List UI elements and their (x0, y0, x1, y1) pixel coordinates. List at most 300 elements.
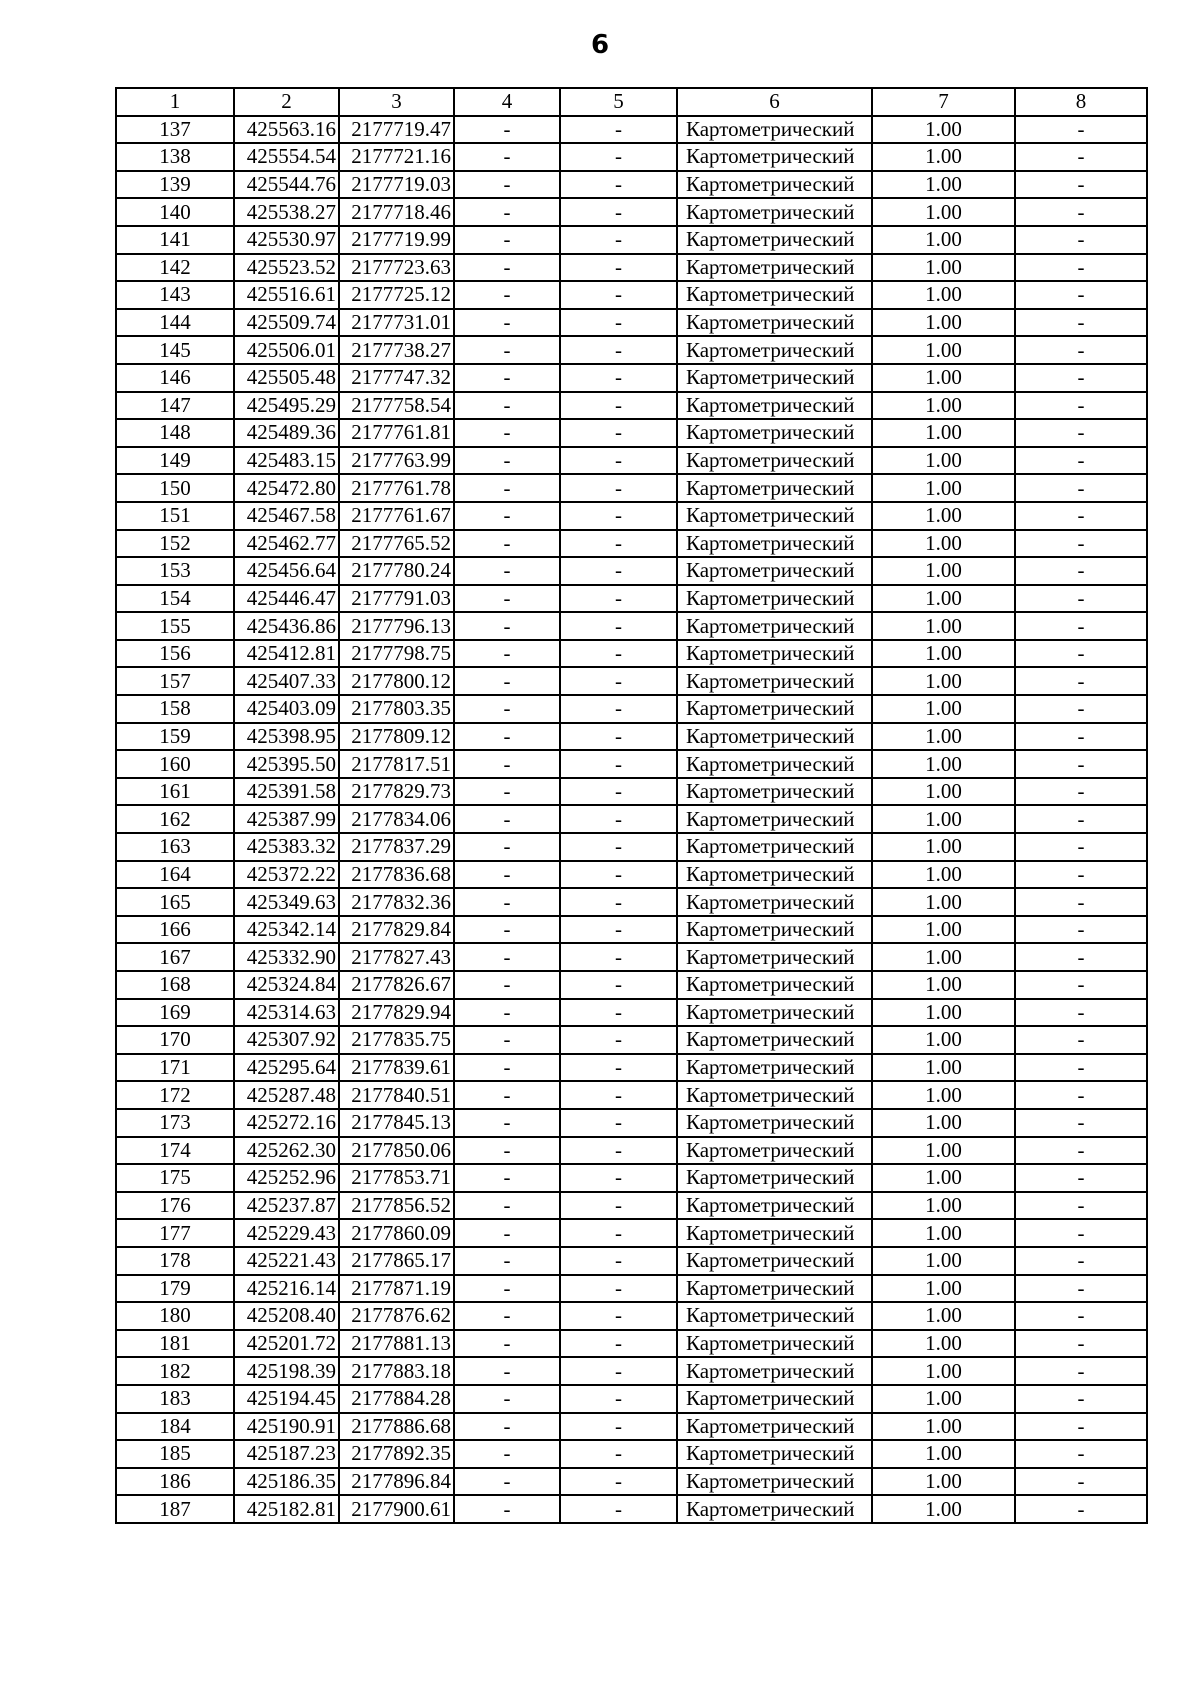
y-coordinate-cell: 2177723.63 (339, 254, 454, 282)
point-number-cell: 183 (116, 1385, 234, 1413)
column-5-cell: - (560, 309, 677, 337)
accuracy-cell: 1.00 (872, 1192, 1015, 1220)
column-5-cell: - (560, 1081, 677, 1109)
column-8-cell: - (1015, 723, 1147, 751)
point-number-cell: 164 (116, 861, 234, 889)
accuracy-cell: 1.00 (872, 309, 1015, 337)
point-number-cell: 167 (116, 943, 234, 971)
table-row (116, 1219, 1147, 1247)
table-row (116, 723, 1147, 751)
accuracy-cell: 1.00 (872, 943, 1015, 971)
y-coordinate-cell: 2177826.67 (339, 971, 454, 999)
column-4-cell: - (454, 1275, 560, 1303)
x-coordinate-cell: 425538.27 (234, 198, 339, 226)
x-coordinate-cell: 425307.92 (234, 1026, 339, 1054)
column-8-cell: - (1015, 916, 1147, 944)
accuracy-cell: 1.00 (872, 447, 1015, 475)
accuracy-cell: 1.00 (872, 1219, 1015, 1247)
column-8-cell: - (1015, 971, 1147, 999)
column-5-cell: - (560, 916, 677, 944)
method-cell: Картометрический (677, 861, 872, 889)
table-header (116, 88, 1147, 116)
x-coordinate-cell: 425194.45 (234, 1385, 339, 1413)
column-4-cell: - (454, 612, 560, 640)
column-4-cell: - (454, 447, 560, 475)
accuracy-cell: 1.00 (872, 198, 1015, 226)
column-5-cell: - (560, 336, 677, 364)
column-8-cell: - (1015, 585, 1147, 613)
table-row (116, 1468, 1147, 1496)
point-number-cell: 163 (116, 833, 234, 861)
x-coordinate-cell: 425544.76 (234, 171, 339, 199)
column-4-cell: - (454, 1081, 560, 1109)
column-5-cell: - (560, 640, 677, 668)
column-8-cell: - (1015, 474, 1147, 502)
point-number-cell: 144 (116, 309, 234, 337)
method-cell: Картометрический (677, 1081, 872, 1109)
column-4-cell: - (454, 943, 560, 971)
point-number-cell: 170 (116, 1026, 234, 1054)
column-4-cell: - (454, 1109, 560, 1137)
x-coordinate-cell: 425387.99 (234, 805, 339, 833)
x-coordinate-cell: 425506.01 (234, 336, 339, 364)
column-8-cell: - (1015, 116, 1147, 144)
table-row (116, 502, 1147, 530)
x-coordinate-cell: 425462.77 (234, 530, 339, 558)
method-cell: Картометрический (677, 695, 872, 723)
table-row (116, 916, 1147, 944)
y-coordinate-cell: 2177758.54 (339, 392, 454, 420)
x-coordinate-cell: 425187.23 (234, 1440, 339, 1468)
table-row (116, 1495, 1147, 1523)
accuracy-cell: 1.00 (872, 640, 1015, 668)
method-cell: Картометрический (677, 888, 872, 916)
method-cell: Картометрический (677, 1468, 872, 1496)
point-number-cell: 166 (116, 916, 234, 944)
x-coordinate-cell: 425403.09 (234, 695, 339, 723)
y-coordinate-cell: 2177845.13 (339, 1109, 454, 1137)
x-coordinate-cell: 425252.96 (234, 1164, 339, 1192)
column-header: 2 (234, 88, 339, 116)
method-cell: Картометрический (677, 1219, 872, 1247)
column-4-cell: - (454, 833, 560, 861)
column-8-cell: - (1015, 1219, 1147, 1247)
accuracy-cell: 1.00 (872, 999, 1015, 1027)
y-coordinate-cell: 2177719.99 (339, 226, 454, 254)
column-5-cell: - (560, 1137, 677, 1165)
table-row (116, 585, 1147, 613)
column-4-cell: - (454, 226, 560, 254)
column-4-cell: - (454, 1385, 560, 1413)
x-coordinate-cell: 425287.48 (234, 1081, 339, 1109)
table-row (116, 1026, 1147, 1054)
y-coordinate-cell: 2177800.12 (339, 667, 454, 695)
method-cell: Картометрический (677, 364, 872, 392)
point-number-cell: 150 (116, 474, 234, 502)
table-row (116, 1275, 1147, 1303)
point-number-cell: 160 (116, 750, 234, 778)
x-coordinate-cell: 425456.64 (234, 557, 339, 585)
table-row (116, 474, 1147, 502)
column-8-cell: - (1015, 1440, 1147, 1468)
column-8-cell: - (1015, 198, 1147, 226)
header-row (116, 88, 1147, 116)
accuracy-cell: 1.00 (872, 281, 1015, 309)
column-5-cell: - (560, 474, 677, 502)
x-coordinate-cell: 425216.14 (234, 1275, 339, 1303)
table-row (116, 1054, 1147, 1082)
x-coordinate-cell: 425554.54 (234, 143, 339, 171)
y-coordinate-cell: 2177738.27 (339, 336, 454, 364)
column-8-cell: - (1015, 612, 1147, 640)
table-body (116, 116, 1147, 1523)
column-5-cell: - (560, 392, 677, 420)
table-row (116, 226, 1147, 254)
column-5-cell: - (560, 557, 677, 585)
column-8-cell: - (1015, 1413, 1147, 1441)
point-number-cell: 169 (116, 999, 234, 1027)
column-4-cell: - (454, 750, 560, 778)
accuracy-cell: 1.00 (872, 530, 1015, 558)
point-number-cell: 186 (116, 1468, 234, 1496)
column-8-cell: - (1015, 309, 1147, 337)
method-cell: Картометрический (677, 723, 872, 751)
table-row (116, 309, 1147, 337)
y-coordinate-cell: 2177780.24 (339, 557, 454, 585)
y-coordinate-cell: 2177850.06 (339, 1137, 454, 1165)
y-coordinate-cell: 2177900.61 (339, 1495, 454, 1523)
x-coordinate-cell: 425407.33 (234, 667, 339, 695)
x-coordinate-cell: 425324.84 (234, 971, 339, 999)
point-number-cell: 147 (116, 392, 234, 420)
point-number-cell: 142 (116, 254, 234, 282)
column-4-cell: - (454, 805, 560, 833)
column-8-cell: - (1015, 392, 1147, 420)
accuracy-cell: 1.00 (872, 1026, 1015, 1054)
method-cell: Картометрический (677, 1413, 872, 1441)
y-coordinate-cell: 2177761.67 (339, 502, 454, 530)
accuracy-cell: 1.00 (872, 833, 1015, 861)
table-row (116, 1081, 1147, 1109)
x-coordinate-cell: 425262.30 (234, 1137, 339, 1165)
method-cell: Картометрический (677, 336, 872, 364)
method-cell: Картометрический (677, 1385, 872, 1413)
column-8-cell: - (1015, 1026, 1147, 1054)
column-8-cell: - (1015, 1192, 1147, 1220)
table-row (116, 695, 1147, 723)
column-5-cell: - (560, 1302, 677, 1330)
point-number-cell: 157 (116, 667, 234, 695)
y-coordinate-cell: 2177817.51 (339, 750, 454, 778)
accuracy-cell: 1.00 (872, 1109, 1015, 1137)
column-header: 1 (116, 88, 234, 116)
point-number-cell: 178 (116, 1247, 234, 1275)
y-coordinate-cell: 2177835.75 (339, 1026, 454, 1054)
column-4-cell: - (454, 861, 560, 889)
column-8-cell: - (1015, 1054, 1147, 1082)
accuracy-cell: 1.00 (872, 778, 1015, 806)
accuracy-cell: 1.00 (872, 1137, 1015, 1165)
method-cell: Картометрический (677, 502, 872, 530)
accuracy-cell: 1.00 (872, 364, 1015, 392)
x-coordinate-cell: 425186.35 (234, 1468, 339, 1496)
y-coordinate-cell: 2177827.43 (339, 943, 454, 971)
column-8-cell: - (1015, 750, 1147, 778)
y-coordinate-cell: 2177840.51 (339, 1081, 454, 1109)
table-row (116, 198, 1147, 226)
point-number-cell: 171 (116, 1054, 234, 1082)
column-5-cell: - (560, 447, 677, 475)
column-4-cell: - (454, 557, 560, 585)
table-row (116, 530, 1147, 558)
accuracy-cell: 1.00 (872, 861, 1015, 889)
y-coordinate-cell: 2177809.12 (339, 723, 454, 751)
accuracy-cell: 1.00 (872, 612, 1015, 640)
column-4-cell: - (454, 502, 560, 530)
column-4-cell: - (454, 309, 560, 337)
method-cell: Картометрический (677, 1247, 872, 1275)
table-row (116, 943, 1147, 971)
column-5-cell: - (560, 1054, 677, 1082)
column-5-cell: - (560, 943, 677, 971)
accuracy-cell: 1.00 (872, 1330, 1015, 1358)
point-number-cell: 138 (116, 143, 234, 171)
table-row (116, 640, 1147, 668)
column-5-cell: - (560, 695, 677, 723)
method-cell: Картометрический (677, 971, 872, 999)
y-coordinate-cell: 2177765.52 (339, 530, 454, 558)
column-5-cell: - (560, 254, 677, 282)
x-coordinate-cell: 425272.16 (234, 1109, 339, 1137)
column-8-cell: - (1015, 143, 1147, 171)
column-4-cell: - (454, 392, 560, 420)
method-cell: Картометрический (677, 392, 872, 420)
x-coordinate-cell: 425483.15 (234, 447, 339, 475)
y-coordinate-cell: 2177881.13 (339, 1330, 454, 1358)
table-row (116, 1302, 1147, 1330)
point-number-cell: 175 (116, 1164, 234, 1192)
table-row (116, 143, 1147, 171)
column-5-cell: - (560, 861, 677, 889)
table-row (116, 805, 1147, 833)
point-number-cell: 151 (116, 502, 234, 530)
column-5-cell: - (560, 1192, 677, 1220)
method-cell: Картометрический (677, 667, 872, 695)
accuracy-cell: 1.00 (872, 143, 1015, 171)
column-5-cell: - (560, 226, 677, 254)
table-row (116, 392, 1147, 420)
method-cell: Картометрический (677, 1440, 872, 1468)
method-cell: Картометрический (677, 999, 872, 1027)
x-coordinate-cell: 425372.22 (234, 861, 339, 889)
x-coordinate-cell: 425229.43 (234, 1219, 339, 1247)
column-4-cell: - (454, 1302, 560, 1330)
column-8-cell: - (1015, 778, 1147, 806)
y-coordinate-cell: 2177892.35 (339, 1440, 454, 1468)
x-coordinate-cell: 425398.95 (234, 723, 339, 751)
table-row (116, 1385, 1147, 1413)
y-coordinate-cell: 2177747.32 (339, 364, 454, 392)
x-coordinate-cell: 425563.16 (234, 116, 339, 144)
column-4-cell: - (454, 474, 560, 502)
table-row (116, 1192, 1147, 1220)
column-5-cell: - (560, 585, 677, 613)
method-cell: Картометрический (677, 805, 872, 833)
column-5-cell: - (560, 1275, 677, 1303)
method-cell: Картометрический (677, 585, 872, 613)
y-coordinate-cell: 2177832.36 (339, 888, 454, 916)
column-5-cell: - (560, 1468, 677, 1496)
column-5-cell: - (560, 833, 677, 861)
x-coordinate-cell: 425472.80 (234, 474, 339, 502)
column-4-cell: - (454, 336, 560, 364)
column-4-cell: - (454, 888, 560, 916)
accuracy-cell: 1.00 (872, 1357, 1015, 1385)
x-coordinate-cell: 425198.39 (234, 1357, 339, 1385)
column-4-cell: - (454, 1495, 560, 1523)
column-4-cell: - (454, 778, 560, 806)
y-coordinate-cell: 2177837.29 (339, 833, 454, 861)
point-number-cell: 149 (116, 447, 234, 475)
point-number-cell: 146 (116, 364, 234, 392)
method-cell: Картометрический (677, 1137, 872, 1165)
point-number-cell: 143 (116, 281, 234, 309)
point-number-cell: 173 (116, 1109, 234, 1137)
method-cell: Картометрический (677, 447, 872, 475)
x-coordinate-cell: 425509.74 (234, 309, 339, 337)
x-coordinate-cell: 425182.81 (234, 1495, 339, 1523)
column-4-cell: - (454, 695, 560, 723)
method-cell: Картометрический (677, 640, 872, 668)
y-coordinate-cell: 2177829.84 (339, 916, 454, 944)
accuracy-cell: 1.00 (872, 116, 1015, 144)
accuracy-cell: 1.00 (872, 254, 1015, 282)
x-coordinate-cell: 425505.48 (234, 364, 339, 392)
accuracy-cell: 1.00 (872, 695, 1015, 723)
column-4-cell: - (454, 999, 560, 1027)
x-coordinate-cell: 425295.64 (234, 1054, 339, 1082)
method-cell: Картометрический (677, 171, 872, 199)
x-coordinate-cell: 425201.72 (234, 1330, 339, 1358)
accuracy-cell: 1.00 (872, 1385, 1015, 1413)
column-5-cell: - (560, 171, 677, 199)
y-coordinate-cell: 2177829.73 (339, 778, 454, 806)
point-number-cell: 185 (116, 1440, 234, 1468)
point-number-cell: 140 (116, 198, 234, 226)
y-coordinate-cell: 2177884.28 (339, 1385, 454, 1413)
accuracy-cell: 1.00 (872, 474, 1015, 502)
y-coordinate-cell: 2177803.35 (339, 695, 454, 723)
column-5-cell: - (560, 750, 677, 778)
y-coordinate-cell: 2177731.01 (339, 309, 454, 337)
y-coordinate-cell: 2177725.12 (339, 281, 454, 309)
coordinates-table (115, 87, 1148, 1524)
y-coordinate-cell: 2177719.03 (339, 171, 454, 199)
y-coordinate-cell: 2177718.46 (339, 198, 454, 226)
column-5-cell: - (560, 612, 677, 640)
accuracy-cell: 1.00 (872, 888, 1015, 916)
x-coordinate-cell: 425436.86 (234, 612, 339, 640)
column-8-cell: - (1015, 1081, 1147, 1109)
method-cell: Картометрический (677, 833, 872, 861)
column-8-cell: - (1015, 833, 1147, 861)
column-8-cell: - (1015, 1164, 1147, 1192)
accuracy-cell: 1.00 (872, 1054, 1015, 1082)
column-8-cell: - (1015, 1275, 1147, 1303)
y-coordinate-cell: 2177836.68 (339, 861, 454, 889)
method-cell: Картометрический (677, 419, 872, 447)
y-coordinate-cell: 2177886.68 (339, 1413, 454, 1441)
column-5-cell: - (560, 1330, 677, 1358)
accuracy-cell: 1.00 (872, 392, 1015, 420)
table-row (116, 254, 1147, 282)
column-4-cell: - (454, 281, 560, 309)
column-5-cell: - (560, 1440, 677, 1468)
column-8-cell: - (1015, 640, 1147, 668)
point-number-cell: 187 (116, 1495, 234, 1523)
y-coordinate-cell: 2177896.84 (339, 1468, 454, 1496)
column-5-cell: - (560, 116, 677, 144)
point-number-cell: 179 (116, 1275, 234, 1303)
accuracy-cell: 1.00 (872, 1302, 1015, 1330)
column-header: 6 (677, 88, 872, 116)
column-4-cell: - (454, 198, 560, 226)
method-cell: Картометрический (677, 1026, 872, 1054)
table-row (116, 1164, 1147, 1192)
column-8-cell: - (1015, 1468, 1147, 1496)
point-number-cell: 172 (116, 1081, 234, 1109)
column-8-cell: - (1015, 364, 1147, 392)
column-5-cell: - (560, 1164, 677, 1192)
column-5-cell: - (560, 143, 677, 171)
x-coordinate-cell: 425489.36 (234, 419, 339, 447)
accuracy-cell: 1.00 (872, 1440, 1015, 1468)
method-cell: Картометрический (677, 254, 872, 282)
point-number-cell: 153 (116, 557, 234, 585)
x-coordinate-cell: 425314.63 (234, 999, 339, 1027)
column-4-cell: - (454, 143, 560, 171)
x-coordinate-cell: 425412.81 (234, 640, 339, 668)
table-row (116, 667, 1147, 695)
point-number-cell: 174 (116, 1137, 234, 1165)
column-4-cell: - (454, 364, 560, 392)
column-4-cell: - (454, 1440, 560, 1468)
column-4-cell: - (454, 585, 560, 613)
column-8-cell: - (1015, 502, 1147, 530)
accuracy-cell: 1.00 (872, 1081, 1015, 1109)
x-coordinate-cell: 425237.87 (234, 1192, 339, 1220)
column-8-cell: - (1015, 1330, 1147, 1358)
method-cell: Картометрический (677, 1054, 872, 1082)
column-header: 5 (560, 88, 677, 116)
accuracy-cell: 1.00 (872, 585, 1015, 613)
column-5-cell: - (560, 419, 677, 447)
point-number-cell: 156 (116, 640, 234, 668)
y-coordinate-cell: 2177834.06 (339, 805, 454, 833)
y-coordinate-cell: 2177876.62 (339, 1302, 454, 1330)
column-4-cell: - (454, 530, 560, 558)
point-number-cell: 139 (116, 171, 234, 199)
table-row (116, 833, 1147, 861)
column-4-cell: - (454, 723, 560, 751)
y-coordinate-cell: 2177721.16 (339, 143, 454, 171)
method-cell: Картометрический (677, 198, 872, 226)
x-coordinate-cell: 425530.97 (234, 226, 339, 254)
point-number-cell: 168 (116, 971, 234, 999)
point-number-cell: 162 (116, 805, 234, 833)
column-8-cell: - (1015, 419, 1147, 447)
column-4-cell: - (454, 1413, 560, 1441)
